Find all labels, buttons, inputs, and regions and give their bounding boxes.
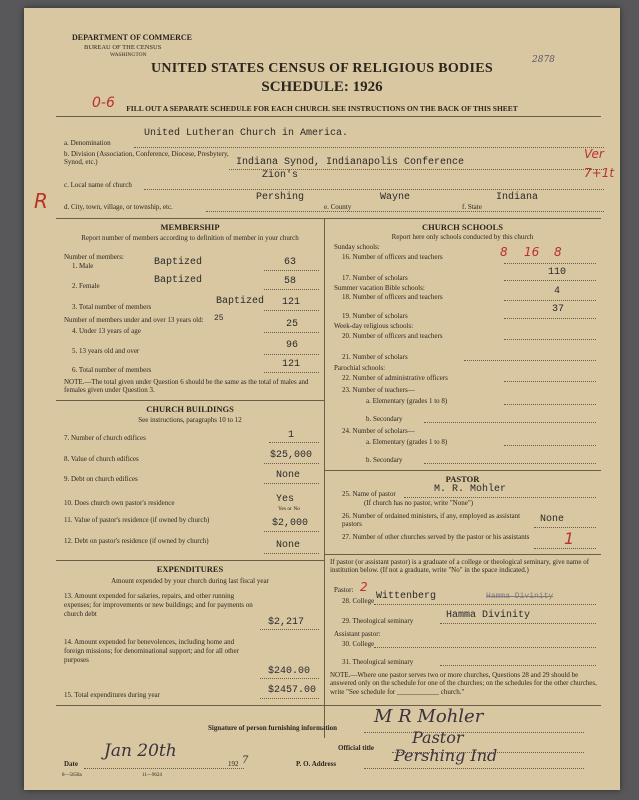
pastor-q27-value: 1 xyxy=(564,529,575,548)
parochial-schools-label: Parochial schools: xyxy=(334,364,386,372)
membership-q4-label: 4. Under 13 years of age xyxy=(72,327,141,335)
church-name-red-mark: 7+1t xyxy=(584,166,615,180)
department-label: DEPARTMENT OF COMMERCE xyxy=(72,33,193,42)
yes-no-hint: Yes or No xyxy=(278,506,301,512)
expenditures-intro: Amount expended by your church during last fiscal year xyxy=(111,577,269,585)
buildings-intro: See instructions, paragraphs 10 to 12 xyxy=(138,416,242,424)
pastor-q27-label: 27. Number of other churches served by the pastor or his assistants xyxy=(342,533,530,541)
buildings-q12-value: None xyxy=(276,540,301,551)
bureau-label: BUREAU OF THE CENSUS xyxy=(84,44,162,51)
state-value: Indiana xyxy=(496,192,539,203)
buildings-heading: CHURCH BUILDINGS xyxy=(146,404,234,414)
form-instruction: FILL OUT A SEPARATE SCHEDULE FOR EACH CHURCH. SEE INSTRUCTIONS ON THE BACK OF THIS SHEET xyxy=(126,104,518,113)
schools-q16-mark: 16 xyxy=(524,245,540,259)
schools-q24-label: 24. Number of scholars— xyxy=(342,427,415,435)
form-schedule: SCHEDULE: 1926 xyxy=(261,79,383,95)
form-title: UNITED STATES CENSUS OF RELIGIOUS BODIES xyxy=(150,61,493,76)
buildings-q12-label: 12. Debt on pastor's residence (if owned by church) xyxy=(64,537,209,545)
pastor-sub-label: Pastor: xyxy=(334,586,354,594)
pastor-q28-struck: Hamma Divinity xyxy=(486,592,554,601)
buildings-q11-label: 11. Value of pastor's residence (if owned by church) xyxy=(64,516,210,524)
buildings-q9-value: None xyxy=(276,470,301,481)
membership-q2-value: 58 xyxy=(284,276,297,287)
city-label-field: d. City, town, village, or township, etc. xyxy=(64,203,173,211)
po-address-value: Pershing Ind xyxy=(394,746,498,765)
membership-intro: Report number of members according to definition of member in your church xyxy=(81,234,299,242)
schools-q23-label: 23. Number of teachers— xyxy=(342,386,415,394)
denomination-label: a. Denomination xyxy=(64,139,111,147)
signature-value: M R Mohler xyxy=(374,706,484,727)
schools-q16-label: 16. Number of officers and teachers xyxy=(342,253,443,261)
expenditures-q14-value: $240.00 xyxy=(268,666,311,677)
membership-q6-value: 121 xyxy=(282,359,301,370)
date-year-hand: 7 xyxy=(242,755,249,766)
schools-q24b-label: b. Secondary xyxy=(366,456,403,464)
membership-q2-note: Baptized xyxy=(154,275,203,286)
pastor-instruction: If pastor (or assistant pastor) is a graduate of a college or theological seminary, give name of institution below. (If not a graduate, write "No" in the space indicated.) xyxy=(330,558,590,575)
church-name-label: c. Local name of church xyxy=(64,181,132,189)
buildings-q11-value: $2,000 xyxy=(272,518,309,529)
pastor-q28-label: 28. College xyxy=(342,597,375,605)
pastor-q26-value: None xyxy=(540,514,565,525)
weekday-schools-label: Week-day religious schools: xyxy=(334,322,414,330)
membership-heading: MEMBERSHIP xyxy=(160,222,220,232)
pastor-red-mark: 2 xyxy=(360,580,368,594)
buildings-q9-label: 9. Debt on church edifices xyxy=(64,475,138,483)
date-label: Date xyxy=(64,760,78,768)
church-name-value: Zion's xyxy=(262,170,299,181)
schools-intro: Report here only schools conducted by this church xyxy=(391,233,534,241)
state-label: f. State xyxy=(462,203,482,211)
schools-q24a-label: a. Elementary (grades 1 to 8) xyxy=(366,438,448,446)
schools-q16-value: 8 xyxy=(500,245,508,259)
assistant-pastor-label: Assistant pastor: xyxy=(334,630,381,638)
schools-q19-label: 19. Number of scholars xyxy=(342,312,408,320)
official-title-label: Official title xyxy=(338,744,374,752)
pastor-q28-value: Wittenberg xyxy=(376,591,437,602)
expenditures-heading: EXPENDITURES xyxy=(156,564,224,574)
membership-q3-label: 3. Total number of members xyxy=(72,303,152,311)
expenditures-q13-value: $2,217 xyxy=(268,617,305,628)
schools-q18-value: 4 xyxy=(554,286,561,297)
county-value: Wayne xyxy=(380,192,411,203)
pastor-q29-value: Hamma Divinity xyxy=(446,610,531,621)
pastor-heading: PASTOR xyxy=(445,474,480,484)
pastor-note: NOTE.—Where one pastor serves two or more churches, Questions 28 and 29 should be answered only on the schedule for one of the churches; on the schedules for the other churches, write "See schedule for ____________ church." xyxy=(330,671,597,696)
red-r-mark: R xyxy=(34,189,48,213)
schools-q20-label: 20. Number of officers and teachers xyxy=(342,332,443,340)
city-label: WASHINGTON xyxy=(110,52,147,58)
membership-q1-value: 63 xyxy=(284,257,297,268)
membership-q4-pre: Number of members under and over 13 years old: xyxy=(64,316,204,324)
membership-q6-label: 6. Total number of members xyxy=(72,366,152,374)
stamp-number: 2878 xyxy=(532,55,555,65)
sunday-schools-label: Sunday schools: xyxy=(334,243,380,251)
schools-heading: CHURCH SCHOOLS xyxy=(422,222,503,232)
division-label: b. Division (Association, Conference, Diocese, Presbytery, Synod, etc.) xyxy=(64,150,229,167)
membership-q3-value: 121 xyxy=(282,297,301,308)
official-title-value: Pastor xyxy=(412,728,464,747)
membership-q4-mark: 25 xyxy=(214,314,224,323)
denomination-value: United Lutheran Church in America. xyxy=(144,128,349,139)
pastor-q30-label: 30. College xyxy=(342,640,375,648)
form-number: 8—5658a xyxy=(62,773,82,778)
schools-q23a-label: a. Elementary (grades 1 to 8) xyxy=(366,397,448,405)
buildings-q7-value: 1 xyxy=(288,430,295,441)
expenditures-q14-label: 14. Amount expended for benevolences, including home and foreign missions; for denominational support; and for all other purposes xyxy=(64,638,239,664)
membership-q2-label: 2. Female xyxy=(72,282,100,290)
schools-q23b-label: b. Secondary xyxy=(366,415,403,423)
expenditures-q13-label: 13. Amount expended for salaries, repairs, and other running expenses; for improvements or new buildings; and for payments on church debt xyxy=(64,592,253,618)
division-value: Indiana Synod, Indianapolis Conference xyxy=(236,157,465,168)
membership-q5-label: 5. 13 years old and over xyxy=(72,347,140,355)
buildings-q8-value: $25,000 xyxy=(270,450,313,461)
form-number-2: 11—9624 xyxy=(142,773,162,778)
date-year: 192 xyxy=(228,760,239,768)
expenditures-q15-label: 15. Total expenditures during year xyxy=(64,691,160,699)
pastor-q26-label: 26. Number of ordained ministers, if any, employed as assistant pastors xyxy=(342,512,521,529)
pastor-q25-label: 25. Name of pastor xyxy=(342,490,396,498)
signature-label: Signature of person furnishing information xyxy=(208,724,337,732)
membership-q5-value: 96 xyxy=(286,340,299,351)
division-red-mark: Ver xyxy=(584,147,604,161)
membership-q3-note: Baptized xyxy=(216,296,265,307)
expenditures-q15-value: $2457.00 xyxy=(268,685,317,696)
county-label: e. County xyxy=(324,203,352,211)
date-value: Jan 20th xyxy=(104,741,177,761)
buildings-q10-value: Yes xyxy=(276,494,295,505)
census-schedule-sheet xyxy=(24,8,620,790)
schools-q17-value: 110 xyxy=(548,267,567,278)
membership-note: NOTE.—The total given under Question 6 should be the same as the total of males and females given under Question 3. xyxy=(64,378,309,395)
pastor-q25-note: (If church has no pastor, write "None") xyxy=(364,499,474,507)
buildings-q10-label: 10. Does church own pastor's residence xyxy=(64,499,175,507)
membership-q1-label: 1. Male xyxy=(72,262,94,270)
schools-q17-label: 17. Number of scholars xyxy=(342,274,408,282)
city-value: Pershing xyxy=(256,192,305,203)
pastor-q29-label: 29. Theological seminary xyxy=(342,617,414,625)
schools-q18-label: 18. Number of officers and teachers xyxy=(342,293,443,301)
schools-q16-mark2: 8 xyxy=(554,245,562,259)
red-annotation-top: 0-6 xyxy=(92,95,115,111)
pastor-q25-value: M. R. Mohler xyxy=(434,484,507,495)
membership-q4-value: 25 xyxy=(286,319,299,330)
po-address-label: P. O. Address xyxy=(296,760,337,768)
buildings-q8-label: 8. Value of church edifices xyxy=(64,455,139,463)
schools-q21-label: 21. Number of scholars xyxy=(342,353,408,361)
pastor-q31-label: 31. Theological seminary xyxy=(342,658,414,666)
schools-q22-label: 22. Number of administrative officers xyxy=(342,374,448,382)
membership-q1-note: Baptized xyxy=(154,257,203,268)
buildings-q7-label: 7. Number of church edifices xyxy=(64,434,146,442)
schools-q19-value: 37 xyxy=(552,304,565,315)
summer-schools-label: Summer vacation Bible schools: xyxy=(334,284,425,292)
membership-q1-pre: Number of members: xyxy=(64,253,124,261)
